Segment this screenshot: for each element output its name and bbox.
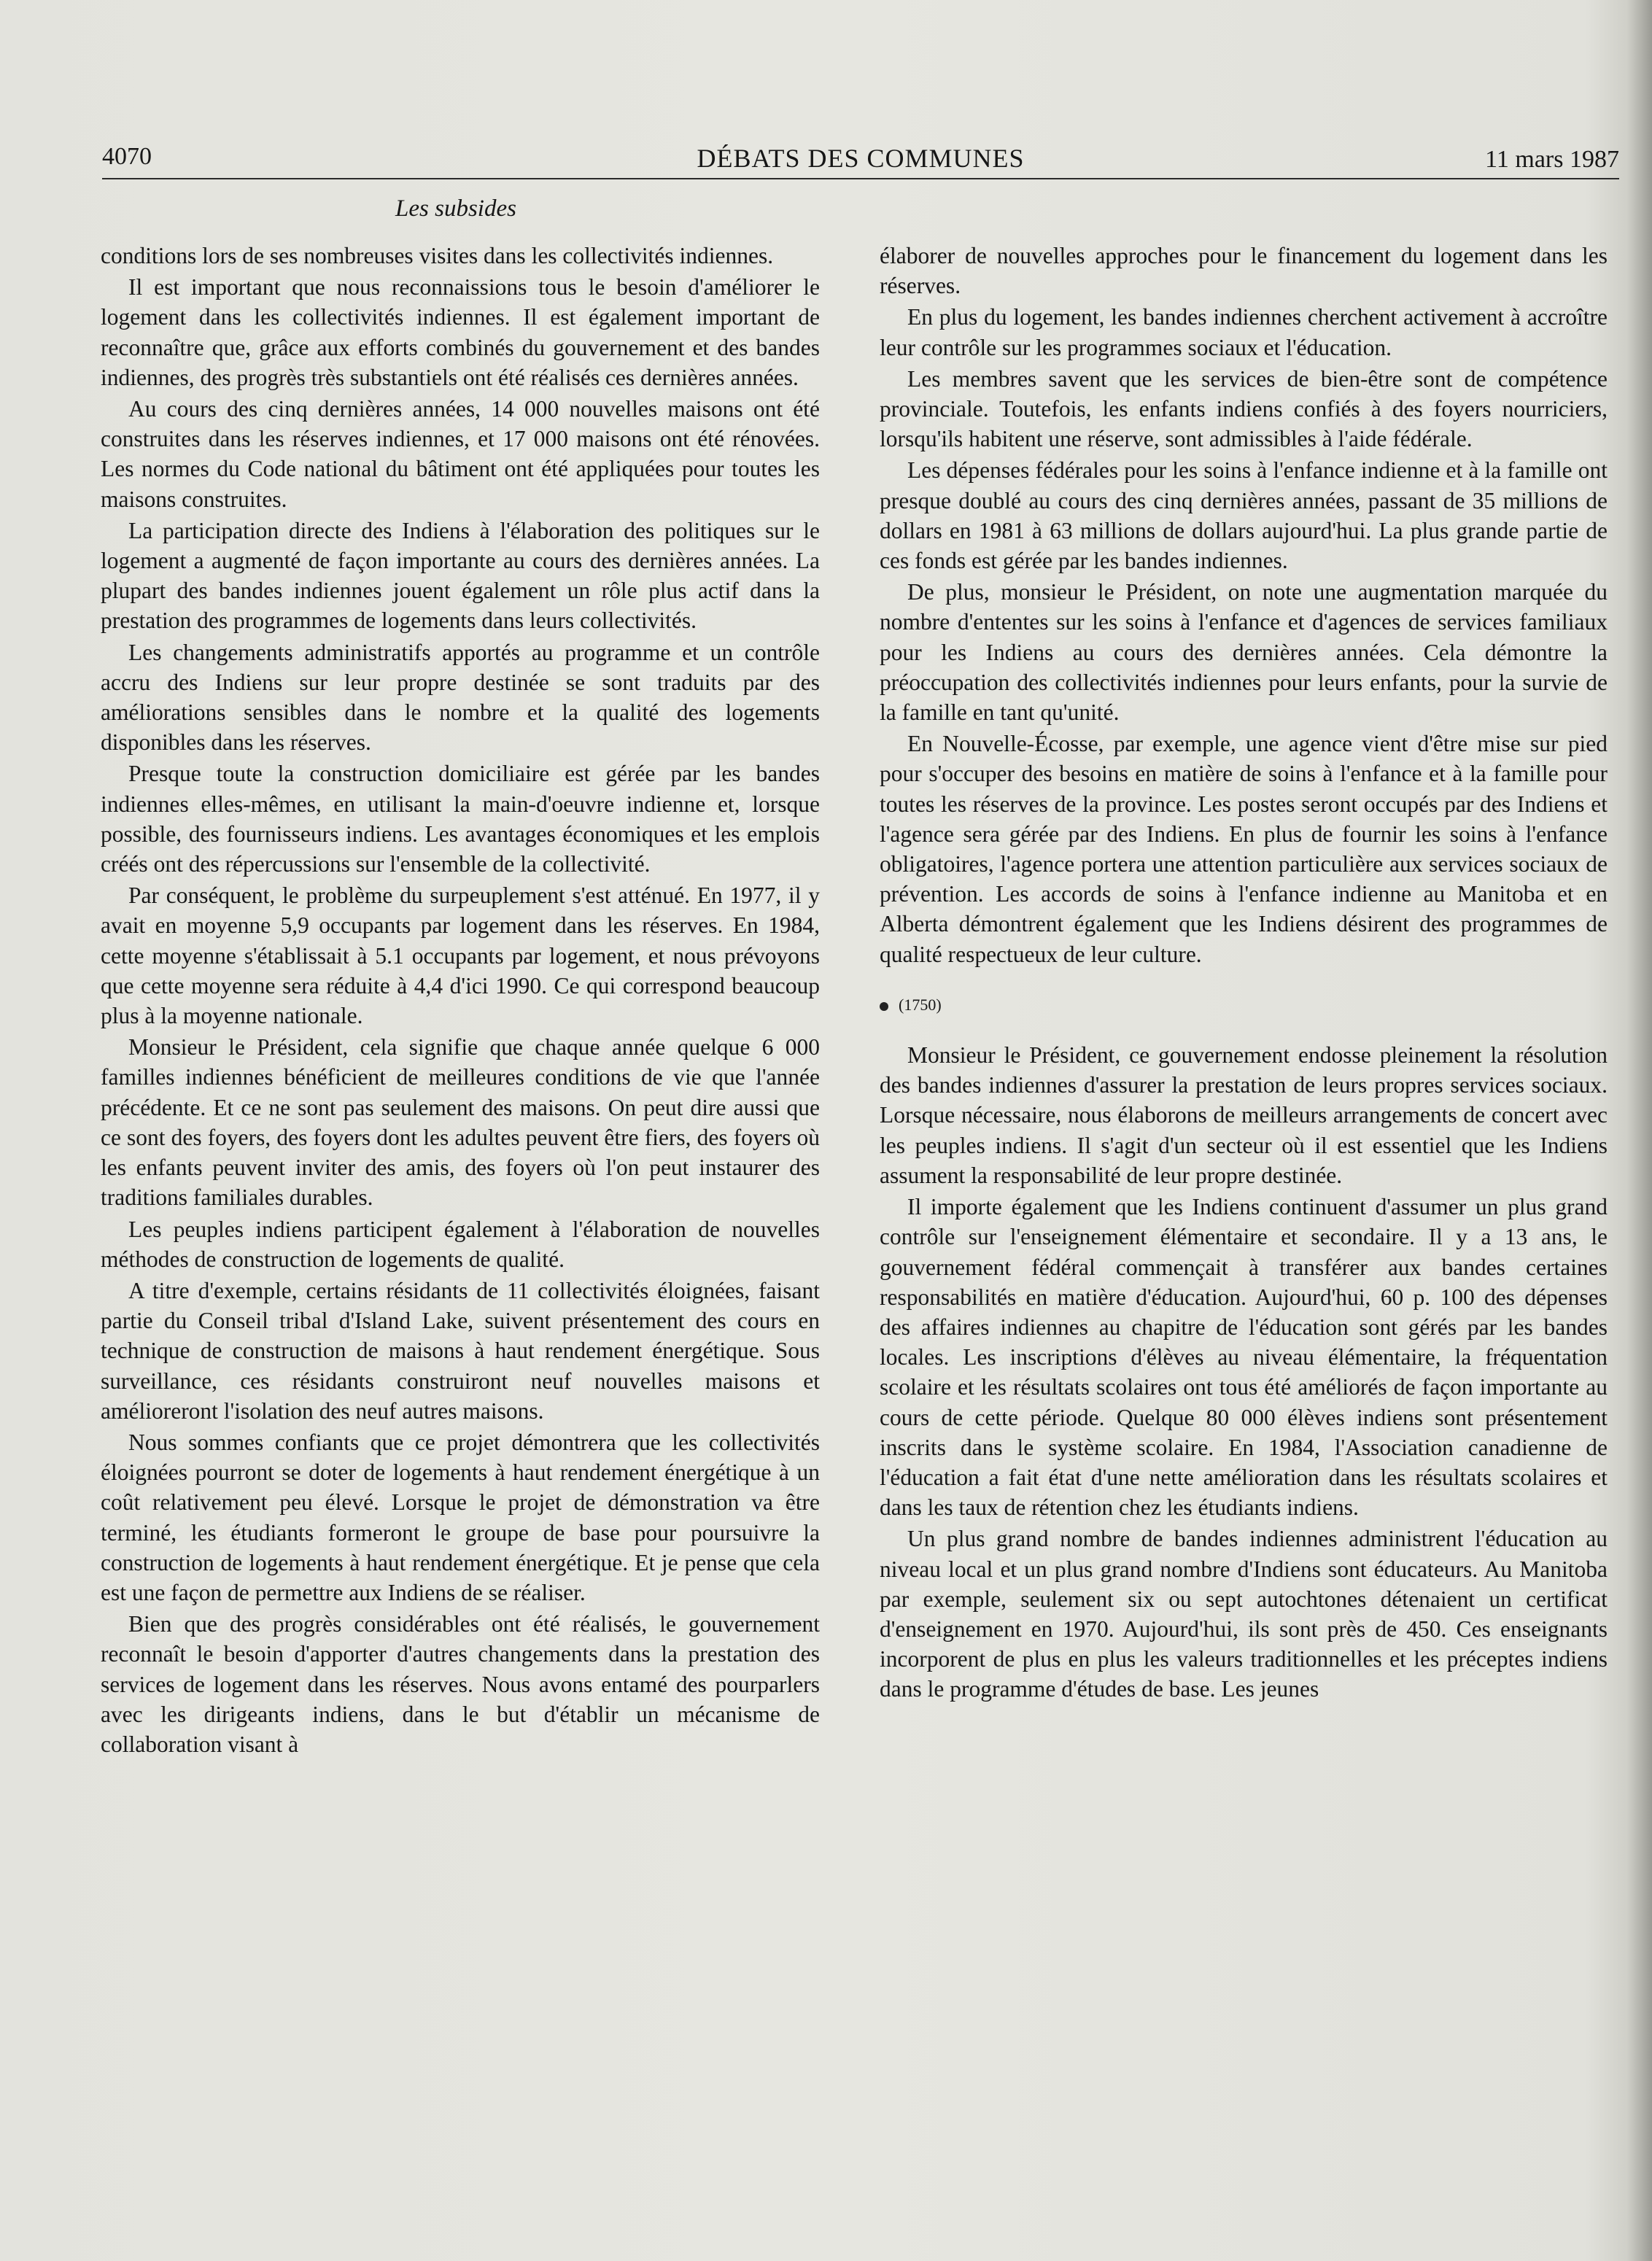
left-column xyxy=(101,241,820,1761)
paragraph: Il importe également que les Indiens continuent d'assumer un plus grand contrôle sur l'enseignement élémentaire et secondaire. Il y a 13 ans, le gouvernement fédéral commençait à transférer aux bandes certaines responsabilités en matière d'éducation. Aujourd'hui, 60 p. 100 des dépenses des affaires indiennes au chapitre de l'éducation sont gérés par les bandes locales. Les inscriptions d'élèves au niveau élémentaire, la fréquentation scolaire et les résultats scolaires ont tous été améliorés de façon importante au cours de cette période. Quelque 80 000 élèves indiens sont présentement inscrits dans le système scolaire. En 1984, l'Association canadienne de l'éducation a fait état d'une nette amélioration dans les résultats scolaires et dans les taux de rétention chez les étudiants indiens. xyxy=(880,1194,1608,1521)
paragraph: Les dépenses fédérales pour les soins à l'enfance indienne et à la famille ont presque doublé au cours des cinq dernières années, passant de 35 millions de dollars en 1981 à 63 millions de dollars aujourd'hui. La plus grande partie de ces fonds est gérée par les bandes indiennes. xyxy=(880,457,1608,574)
paragraph: La participation directe des Indiens à l'élaboration des politiques sur le logement a augmenté de façon importante au cours des dernières années. La plupart des bandes indiennes jouent également un rôle plus actif dans la prestation des programmes de logements dans leurs collectivités. xyxy=(101,517,820,634)
page-number: 4070 xyxy=(102,143,152,170)
time-marker xyxy=(880,990,1608,1020)
paragraph: En Nouvelle-Écosse, par exemple, une agence vient d'être mise sur pied pour s'occuper des besoins en matière de soins à l'enfance et à la famille pour toutes les réserves de la province. Les postes seront occupés par des Indiens et l'agence sera gérée par des Indiens. En plus de fournir les soins à l'enfance obligatoires, l'agence portera une attention particulière aux services sociaux de prévention. Les accords de soins à l'enfance indienne au Manitoba et en Alberta démontrent également que les Indiens désirent des programmes de qualité respectueux de leur culture. xyxy=(880,731,1608,967)
paragraph: Presque toute la construction domiciliaire est gérée par les bandes indiennes elles-mêmes, en utilisant la main-d'oeuvre indienne et, lorsque possible, des fournisseurs indiens. Les avantages économiques et les emplois créés ont des répercussions sur l'ensemble de la collectivité. xyxy=(101,761,820,877)
paragraph: Au cours des cinq dernières années, 14 000 nouvelles maisons ont été construites dans les réserves indiennes, et 17 000 maisons ont été rénovées. Les normes du Code national du bâtiment ont été appliquées pour toutes les maisons construites. xyxy=(101,396,820,512)
paragraph: A titre d'exemple, certains résidants de 11 collectivités éloignées, faisant partie du Conseil tribal d'Island Lake, suivent présentement des cours en technique de construction de maisons à haut rendement énergétique. Sous surveillance, ces résidants construiront neuf nouvelles maisons et amélioreront l'isolation des neuf autres maisons. xyxy=(101,1277,820,1424)
right-column xyxy=(880,241,1608,1706)
paragraph: Les changements administratifs apportés au programme et un contrôle accru des Indiens sur leur propre destinée se sont traduits par des améliorations sensibles dans le nombre et la qualité des logements disponibles dans les réserves. xyxy=(101,639,820,756)
header-rule xyxy=(102,178,1619,179)
paragraph: Les membres savent que les services de bien-être sont de compétence provinciale. Toutefois, les enfants indiens confiés à des foyers nourriciers, lorsqu'ils habitent une réserve, sont admissibles à l'aide fédérale. xyxy=(880,365,1608,452)
issue-date: 11 mars 1987 xyxy=(1485,146,1619,173)
page-header xyxy=(102,143,1619,179)
bullet-icon xyxy=(880,1002,888,1011)
paragraph: Monsieur le Président, cela signifie que chaque année quelque 6 000 familles indiennes bénéficient de meilleures conditions de vie que l'année précédente. Et ce ne sont pas seulement des maisons. On peut dire aussi que ce sont des foyers, des foyers dont les adultes peuvent être fiers, des foyers où les enfants peuvent inviter des amis, des foyers où l'on peut instaurer des traditions familiales durables. xyxy=(101,1034,820,1211)
paragraph: Par conséquent, le problème du surpeuplement s'est atténué. En 1977, il y avait en moyenne 5,9 occupants par logement dans les réserves. En 1984, cette moyenne s'établissait à 5.1 occupants par logement, et nous prévoyons que cette moyenne sera réduite à 4,4 d'ici 1990. Ce qui correspond beaucoup plus à la moyenne nationale. xyxy=(101,883,820,1029)
publication-title: DÉBATS DES COMMUNES xyxy=(697,144,1025,173)
paragraph: De plus, monsieur le Président, on note une augmentation marquée du nombre d'ententes sur les soins à l'enfance et d'agences de services familiaux pour les Indiens au cours des dernières années. Cela démontre la préoccupation des collectivités indiennes pour leurs enfants, pour la survie de la famille en tant qu'unité. xyxy=(880,579,1608,726)
time-marker-label: (1750) xyxy=(899,995,942,1014)
paragraph: conditions lors de ses nombreuses visites dans les collectivités indiennes. xyxy=(101,243,774,268)
paragraph: Un plus grand nombre de bandes indiennes administrent l'éducation au niveau local et un plus grand nombre d'Indiens sont éducateurs. Au Manitoba par exemple, seulement six ou sept autochtones détenaient un certificat d'enseignement en 1970. Aujourd'hui, ils sont près de 450. Ces enseignants incorporent de plus en plus les valeurs traditionnelles et les préceptes indiens dans le programme d'études de base. Les jeunes xyxy=(880,1526,1608,1702)
paragraph: Bien que des progrès considérables ont été réalisés, le gouvernement reconnaît le besoin d'apporter d'autres changements dans la prestation des services de logement dans les réserves. Nous avons entamé des pourparlers avec les dirigeants indiens, dans le but d'établir un mécanisme de collaboration visant à xyxy=(101,1611,820,1757)
section-title: Les subsides xyxy=(395,195,516,222)
paragraph: Les peuples indiens participent également à l'élaboration de nouvelles méthodes de construction de logements de qualité. xyxy=(101,1216,820,1272)
paragraph: En plus du logement, les bandes indiennes cherchent activement à accroître leur contrôle sur les programmes sociaux et l'éducation. xyxy=(880,304,1608,360)
paragraph: Monsieur le Président, ce gouvernement endosse pleinement la résolution des bandes indiennes d'assurer la prestation de leurs propres services sociaux. Lorsque nécessaire, nous élaborons de meilleurs arrangements de concert avec les peuples indiens. Il s'agit d'un secteur où il est essentiel que les Indiens assument la responsabilité de leur propre destinée. xyxy=(880,1042,1608,1188)
paragraph: Il est important que nous reconnaissions tous le besoin d'améliorer le logement dans les collectivités indiennes. Il est également important de reconnaître que, grâce aux efforts combinés du gouvernement et des bandes indiennes, des progrès très substantiels ont été réalisés ces dernières années. xyxy=(101,274,820,390)
paragraph: Nous sommes confiants que ce projet démontrera que les collectivités éloignées pourront se doter de logements à haut rendement énergétique à un coût relativement peu élevé. Lorsque le projet de démonstration va être terminé, les étudiants formeront le groupe de base pour poursuivre la construction de logements à haut rendement énergétique. Et je pense que cela est une façon de permettre aux Indiens de se réaliser. xyxy=(101,1429,820,1605)
paragraph: élaborer de nouvelles approches pour le financement du logement dans les réserves. xyxy=(880,243,1608,299)
